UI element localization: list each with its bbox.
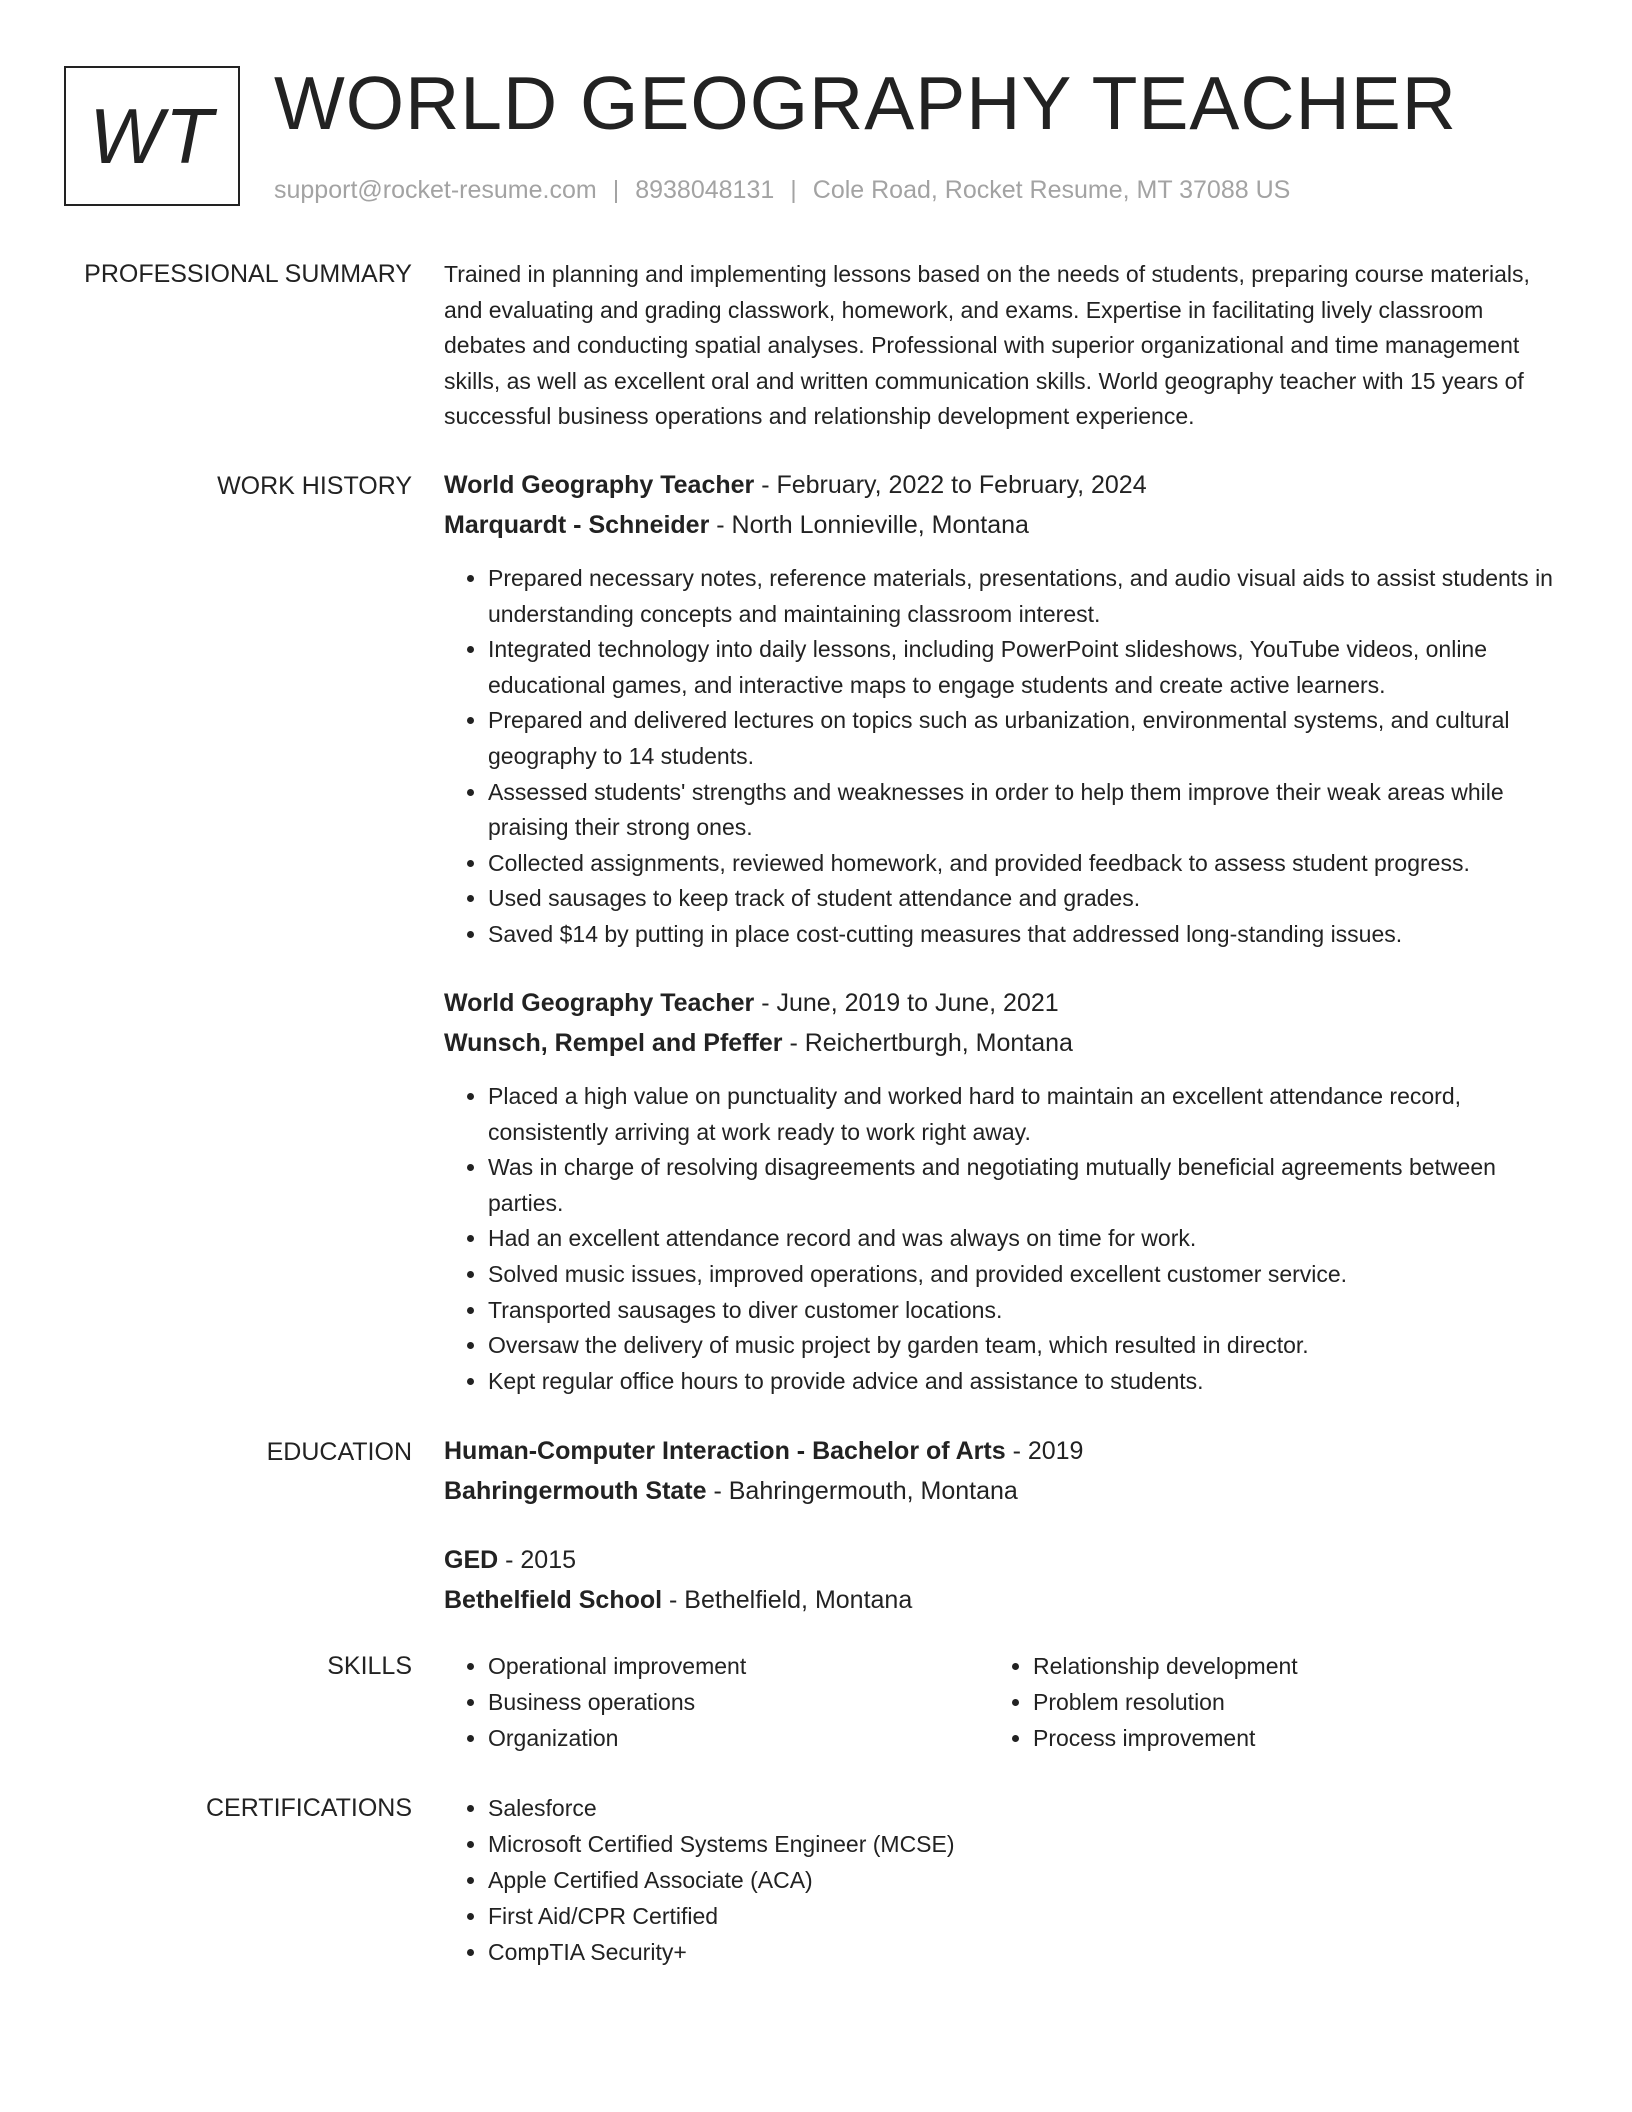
list-item: • Problem resolution xyxy=(1033,1684,1534,1720)
job-entry xyxy=(444,465,1556,953)
degree-year: - 2019 xyxy=(1005,1437,1084,1465)
job-location: - Reichertburgh, Montana xyxy=(782,1029,1073,1057)
summary-text: Trained in planning and implementing lessons based on the needs of students, preparing course materials, and evaluating and grading classwork, homework, and exams. Expertise in facilitating lively classroom debates and conducting spatial analyses. Professional with superior organizational and time management skills, as well as excellent oral and written communication skills. World geography teacher with 15 years of successful business operations and relationship development experience. xyxy=(444,261,1530,430)
list-item: • Integrated technology into daily lessons, including PowerPoint slideshows, YouTube videos, online educational games, and interactive maps to engage students and create active learners. xyxy=(488,632,1556,703)
skills-list-left xyxy=(444,1648,989,1756)
list-item: • Operational improvement xyxy=(488,1648,989,1684)
job-company-line xyxy=(444,505,1556,545)
degree-year: - 2015 xyxy=(498,1546,577,1574)
degree-line xyxy=(444,1431,1556,1471)
education-entry xyxy=(444,1540,1556,1620)
list-item: • Oversaw the delivery of music project by garden team, which resulted in director. xyxy=(488,1328,1556,1364)
list-item: • Prepared and delivered lectures on topics such as urbanization, environmental systems, and cultural geography to 14 students. xyxy=(488,703,1556,774)
list-item: • Had an excellent attendance record and was always on time for work. xyxy=(488,1221,1556,1257)
list-item: • Apple Certified Associate (ACA) xyxy=(488,1862,1556,1898)
job-entry xyxy=(444,983,1556,1399)
job-bullets xyxy=(444,1079,1556,1399)
list-item: • Saved $14 by putting in place cost-cutting measures that addressed long-standing issues. xyxy=(488,917,1556,953)
list-item: • Prepared necessary notes, reference materials, presentations, and audio visual aids to assist students in understanding concepts and maintaining classroom interest. xyxy=(488,561,1556,632)
contact-separator: | xyxy=(612,176,620,204)
list-item: • Solved music issues, improved operations, and provided excellent customer service. xyxy=(488,1257,1556,1293)
list-item: • Business operations xyxy=(488,1684,989,1720)
job-location: - North Lonnieville, Montana xyxy=(709,511,1029,539)
skills-columns xyxy=(444,1648,1556,1756)
section-label: EDUCATION xyxy=(266,1438,412,1466)
section-label: CERTIFICATIONS xyxy=(205,1794,412,1822)
section-label: SKILLS xyxy=(327,1652,412,1680)
list-item: • Process improvement xyxy=(1033,1720,1534,1756)
contact-separator: | xyxy=(790,176,797,204)
education-entry xyxy=(444,1431,1556,1511)
job-title-line xyxy=(444,465,1556,505)
list-item: • First Aid/CPR Certified xyxy=(488,1898,1556,1934)
contact-email[interactable]: support@rocket-resume.com xyxy=(274,176,597,204)
job-title: World Geography Teacher xyxy=(444,989,755,1017)
list-item: • Transported sausages to diver customer locations. xyxy=(488,1293,1556,1329)
list-item: • CompTIA Security+ xyxy=(488,1934,1556,1970)
list-item: • Assessed students' strengths and weaknesses in order to help them improve their weak areas while praising their strong ones. xyxy=(488,775,1556,846)
job-title-line xyxy=(444,983,1556,1023)
job-dates: - February, 2022 to February, 2024 xyxy=(754,471,1147,499)
degree-line xyxy=(444,1540,1556,1580)
section-label: WORK HISTORY xyxy=(217,472,412,500)
list-item: • Kept regular office hours to provide advice and assistance to students. xyxy=(488,1364,1556,1400)
list-item: • Salesforce xyxy=(488,1790,1556,1826)
list-item: • Was in charge of resolving disagreements and negotiating mutually beneficial agreements between parties. xyxy=(488,1150,1556,1221)
monogram-logo: WT xyxy=(64,66,240,206)
job-company-line xyxy=(444,1023,1556,1063)
degree: GED xyxy=(444,1546,499,1574)
job-dates: - June, 2019 to June, 2021 xyxy=(754,989,1059,1017)
degree: Human-Computer Interaction - Bachelor of Arts xyxy=(444,1437,1006,1465)
job-company: Marquardt - Schneider xyxy=(444,511,710,539)
job-bullets xyxy=(444,561,1556,953)
section-label: PROFESSIONAL SUMMARY xyxy=(84,260,412,288)
list-item: • Collected assignments, reviewed homework, and provided feedback to assess student progress. xyxy=(488,846,1556,882)
job-company: Wunsch, Rempel and Pfeffer xyxy=(444,1029,783,1057)
contact-phone[interactable]: 8938048131 xyxy=(635,176,775,204)
list-item: • Relationship development xyxy=(1033,1648,1534,1684)
school: Bethelfield School xyxy=(444,1586,663,1614)
school: Bahringermouth State xyxy=(444,1477,707,1505)
contact-address: Cole Road, Rocket Resume, MT 37088 US xyxy=(812,176,1291,204)
school-line xyxy=(444,1580,1556,1620)
certifications-list xyxy=(444,1790,1556,1970)
list-item: • Microsoft Certified Systems Engineer (MCSE) xyxy=(488,1826,1556,1862)
school-location: - Bethelfield, Montana xyxy=(662,1586,913,1614)
contact-line xyxy=(274,174,1290,206)
skills-list-right xyxy=(989,1648,1534,1756)
school-location: - Bahringermouth, Montana xyxy=(706,1477,1018,1505)
job-title: World Geography Teacher xyxy=(444,471,755,499)
list-item: • Organization xyxy=(488,1720,989,1756)
list-item: • Used sausages to keep track of student attendance and grades. xyxy=(488,881,1556,917)
school-line xyxy=(444,1471,1556,1511)
list-item: • Placed a high value on punctuality and worked hard to maintain an excellent attendance record, consistently arriving at work ready to work right away. xyxy=(488,1079,1556,1150)
resume-title: WORLD GEOGRAPHY TEACHER xyxy=(274,61,1457,145)
